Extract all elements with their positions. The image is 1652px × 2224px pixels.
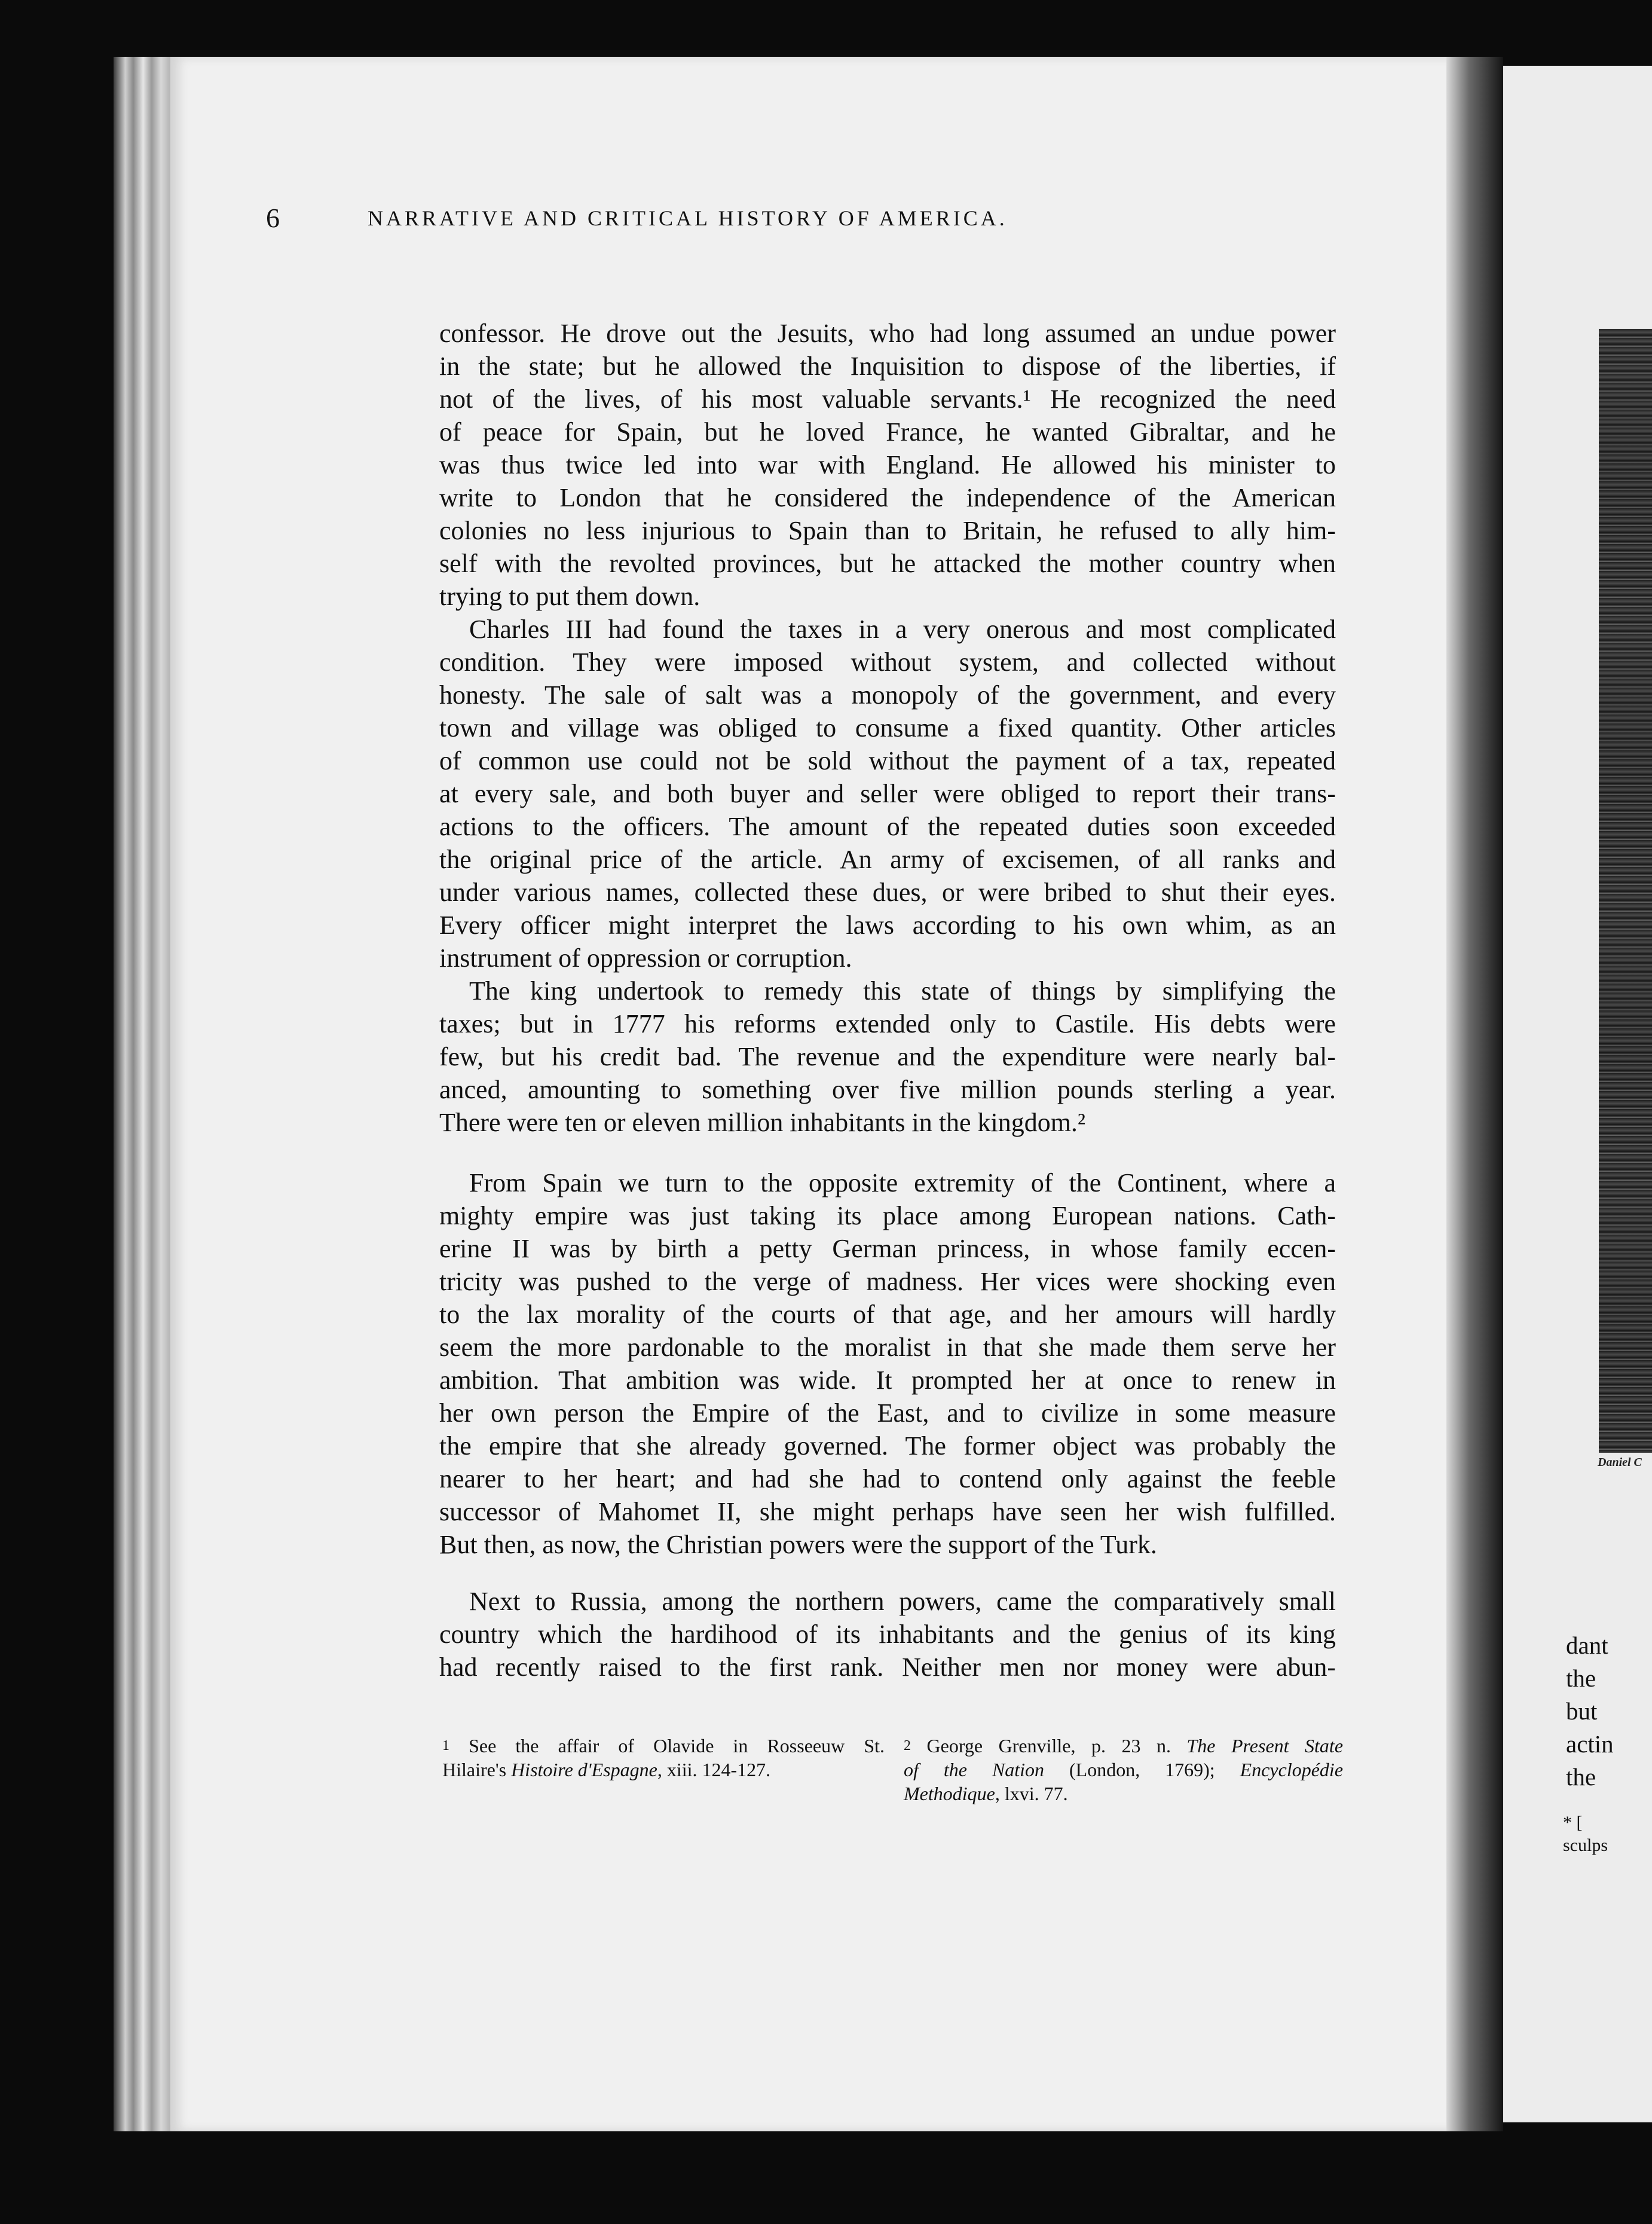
text-line: From Spain we turn to the opposite extremity of the Continent, where a (469, 1168, 1336, 1197)
text-line: confessor. He drove out the Jesuits, who had long assumed an undue power (439, 319, 1336, 348)
text-line: nearer to her heart; and had she had to contend only against the feeble (439, 1464, 1336, 1493)
engraving-image (1599, 329, 1652, 1453)
footnote-2 (904, 1734, 1343, 1806)
text-line: under various names, collected these dues, or were bribed to shut their eyes. (439, 878, 1336, 907)
footnote-text: , lxvi. 77. (995, 1783, 1068, 1804)
facing-line: dant (1566, 1632, 1608, 1659)
text-line: trying to put them down. (439, 582, 700, 611)
facing-page-text (1566, 1629, 1614, 1794)
footnote-text: (London, 1769); (1044, 1759, 1240, 1780)
footnote-title: Histoire d'Espagne (511, 1759, 657, 1780)
text-line: the empire that she already governed. The former object was probably the (439, 1431, 1336, 1461)
engraving-caption: Daniel C (1598, 1456, 1642, 1469)
facing-note-line: * [ (1563, 1813, 1583, 1832)
section-gap (439, 1139, 1336, 1166)
footnote-line (904, 1782, 1343, 1806)
text-line: not of the lives, of his most valuable servants.¹ He recognized the need (439, 384, 1336, 414)
book-spine-edge (114, 57, 179, 2131)
footnote-line (442, 1734, 885, 1758)
text-line: honesty. The sale of salt was a monopoly of the government, and every (439, 680, 1336, 710)
section-gap (439, 1561, 1336, 1585)
text-line: tricity was pushed to the verge of madness. Her vices were shocking even (439, 1267, 1336, 1296)
page-gutter-shadow (1446, 57, 1503, 2131)
text-line: of common use could not be sold without the payment of a tax, repeated (439, 746, 1336, 775)
text-line: seem the more pardonable to the moralist in that she made them serve her (439, 1333, 1336, 1362)
footnotes (442, 1734, 1342, 1806)
text-line: colonies no less injurious to Spain than to Britain, he refused to ally him- (439, 516, 1336, 545)
facing-line: the (1566, 1763, 1596, 1791)
text-line: There were ten or eleven million inhabitants in the kingdom.² (439, 1108, 1086, 1137)
text-line: Next to Russia, among the northern powers, came the comparatively small (469, 1587, 1336, 1616)
body-text (439, 317, 1336, 1684)
facing-page-note (1563, 1811, 1608, 1857)
facing-page-fragment (1503, 66, 1652, 2122)
text-line: was thus twice led into war with England. He allowed his minister to (439, 450, 1336, 479)
footnote-title: The Present State (1186, 1735, 1344, 1756)
text-line: anced, amounting to something over five million pounds sterling a year. (439, 1075, 1336, 1104)
text-line: instrument of oppression or corruption. (439, 943, 852, 973)
footnote-mark: 2 (904, 1738, 911, 1753)
text-line: to the lax morality of the courts of that age, and her amours will hardly (439, 1300, 1336, 1329)
text-line: of peace for Spain, but he loved France, he wanted Gibraltar, and he (439, 417, 1336, 447)
page-number: 6 (266, 203, 280, 233)
text-line: in the state; but he allowed the Inquisition to dispose of the liberties, if (439, 352, 1336, 381)
footnote-line (904, 1758, 1343, 1782)
footnote-mark: 1 (442, 1738, 449, 1753)
text-line: town and village was obliged to consume a fixed quantity. Other articles (439, 713, 1336, 743)
page-header (266, 202, 1231, 238)
text-line: self with the revolted provinces, but he attacked the mother country when (439, 549, 1336, 578)
text-line: few, but his credit bad. The revenue and the expenditure were nearly bal- (439, 1042, 1336, 1071)
facing-line: the (1566, 1664, 1596, 1692)
footnote-1 (442, 1734, 885, 1782)
text-line: actions to the officers. The amount of the repeated duties soon exceeded (439, 812, 1336, 841)
footnote-line (442, 1758, 885, 1782)
text-line: Every officer might interpret the laws according to his own whim, as an (439, 911, 1336, 940)
text-line: condition. They were imposed without system, and collected without (439, 647, 1336, 677)
text-line: The king undertook to remedy this state of things by simplifying the (469, 976, 1336, 1006)
text-line: Charles III had found the taxes in a very onerous and most complicated (469, 615, 1336, 644)
text-line: erine II was by birth a petty German princess, in whose family eccen- (439, 1234, 1336, 1263)
text-line: had recently raised to the first rank. Neither men nor money were abun- (439, 1652, 1336, 1682)
text-line: taxes; but in 1777 his reforms extended only to Castile. His debts were (439, 1009, 1336, 1038)
text-line: But then, as now, the Christian powers were the support of the Turk. (439, 1530, 1157, 1559)
text-line: the original price of the article. An army of excisemen, of all ranks and (439, 845, 1336, 874)
footnote-title: Encyclopédie (1240, 1759, 1344, 1780)
footnote-text: , xiii. 124-127. (657, 1759, 771, 1780)
footnote-line (904, 1734, 1343, 1758)
footnote-text: Hilaire's (442, 1759, 512, 1780)
text-line: successor of Mahomet II, she might perhaps have seen her wish fulfilled. (439, 1497, 1336, 1526)
text-line: write to London that he considered the independence of the American (439, 483, 1336, 512)
footnote-text: George Grenville, p. 23 n. (926, 1735, 1187, 1756)
facing-line: actin (1566, 1730, 1614, 1758)
text-line: at every sale, and both buyer and seller were obliged to report their trans- (439, 779, 1336, 808)
text-line: ambition. That ambition was wide. It prompted her at once to renew in (439, 1365, 1336, 1395)
footnote-title: of the Nation (904, 1759, 1045, 1780)
footnote-text: See the affair of Olavide in Rosseeuw St. (469, 1735, 885, 1756)
text-line: country which the hardihood of its inhabitants and the genius of its king (439, 1620, 1336, 1649)
facing-note-line: sculps (1563, 1835, 1608, 1855)
text-line: mighty empire was just taking its place among European nations. Cath- (439, 1201, 1336, 1230)
facing-line: but (1566, 1697, 1598, 1725)
text-line: her own person the Empire of the East, and to civilize in some measure (439, 1398, 1336, 1428)
footnote-title: Methodique (904, 1783, 995, 1804)
running-title: NARRATIVE AND CRITICAL HISTORY OF AMERICA. (368, 206, 1008, 230)
